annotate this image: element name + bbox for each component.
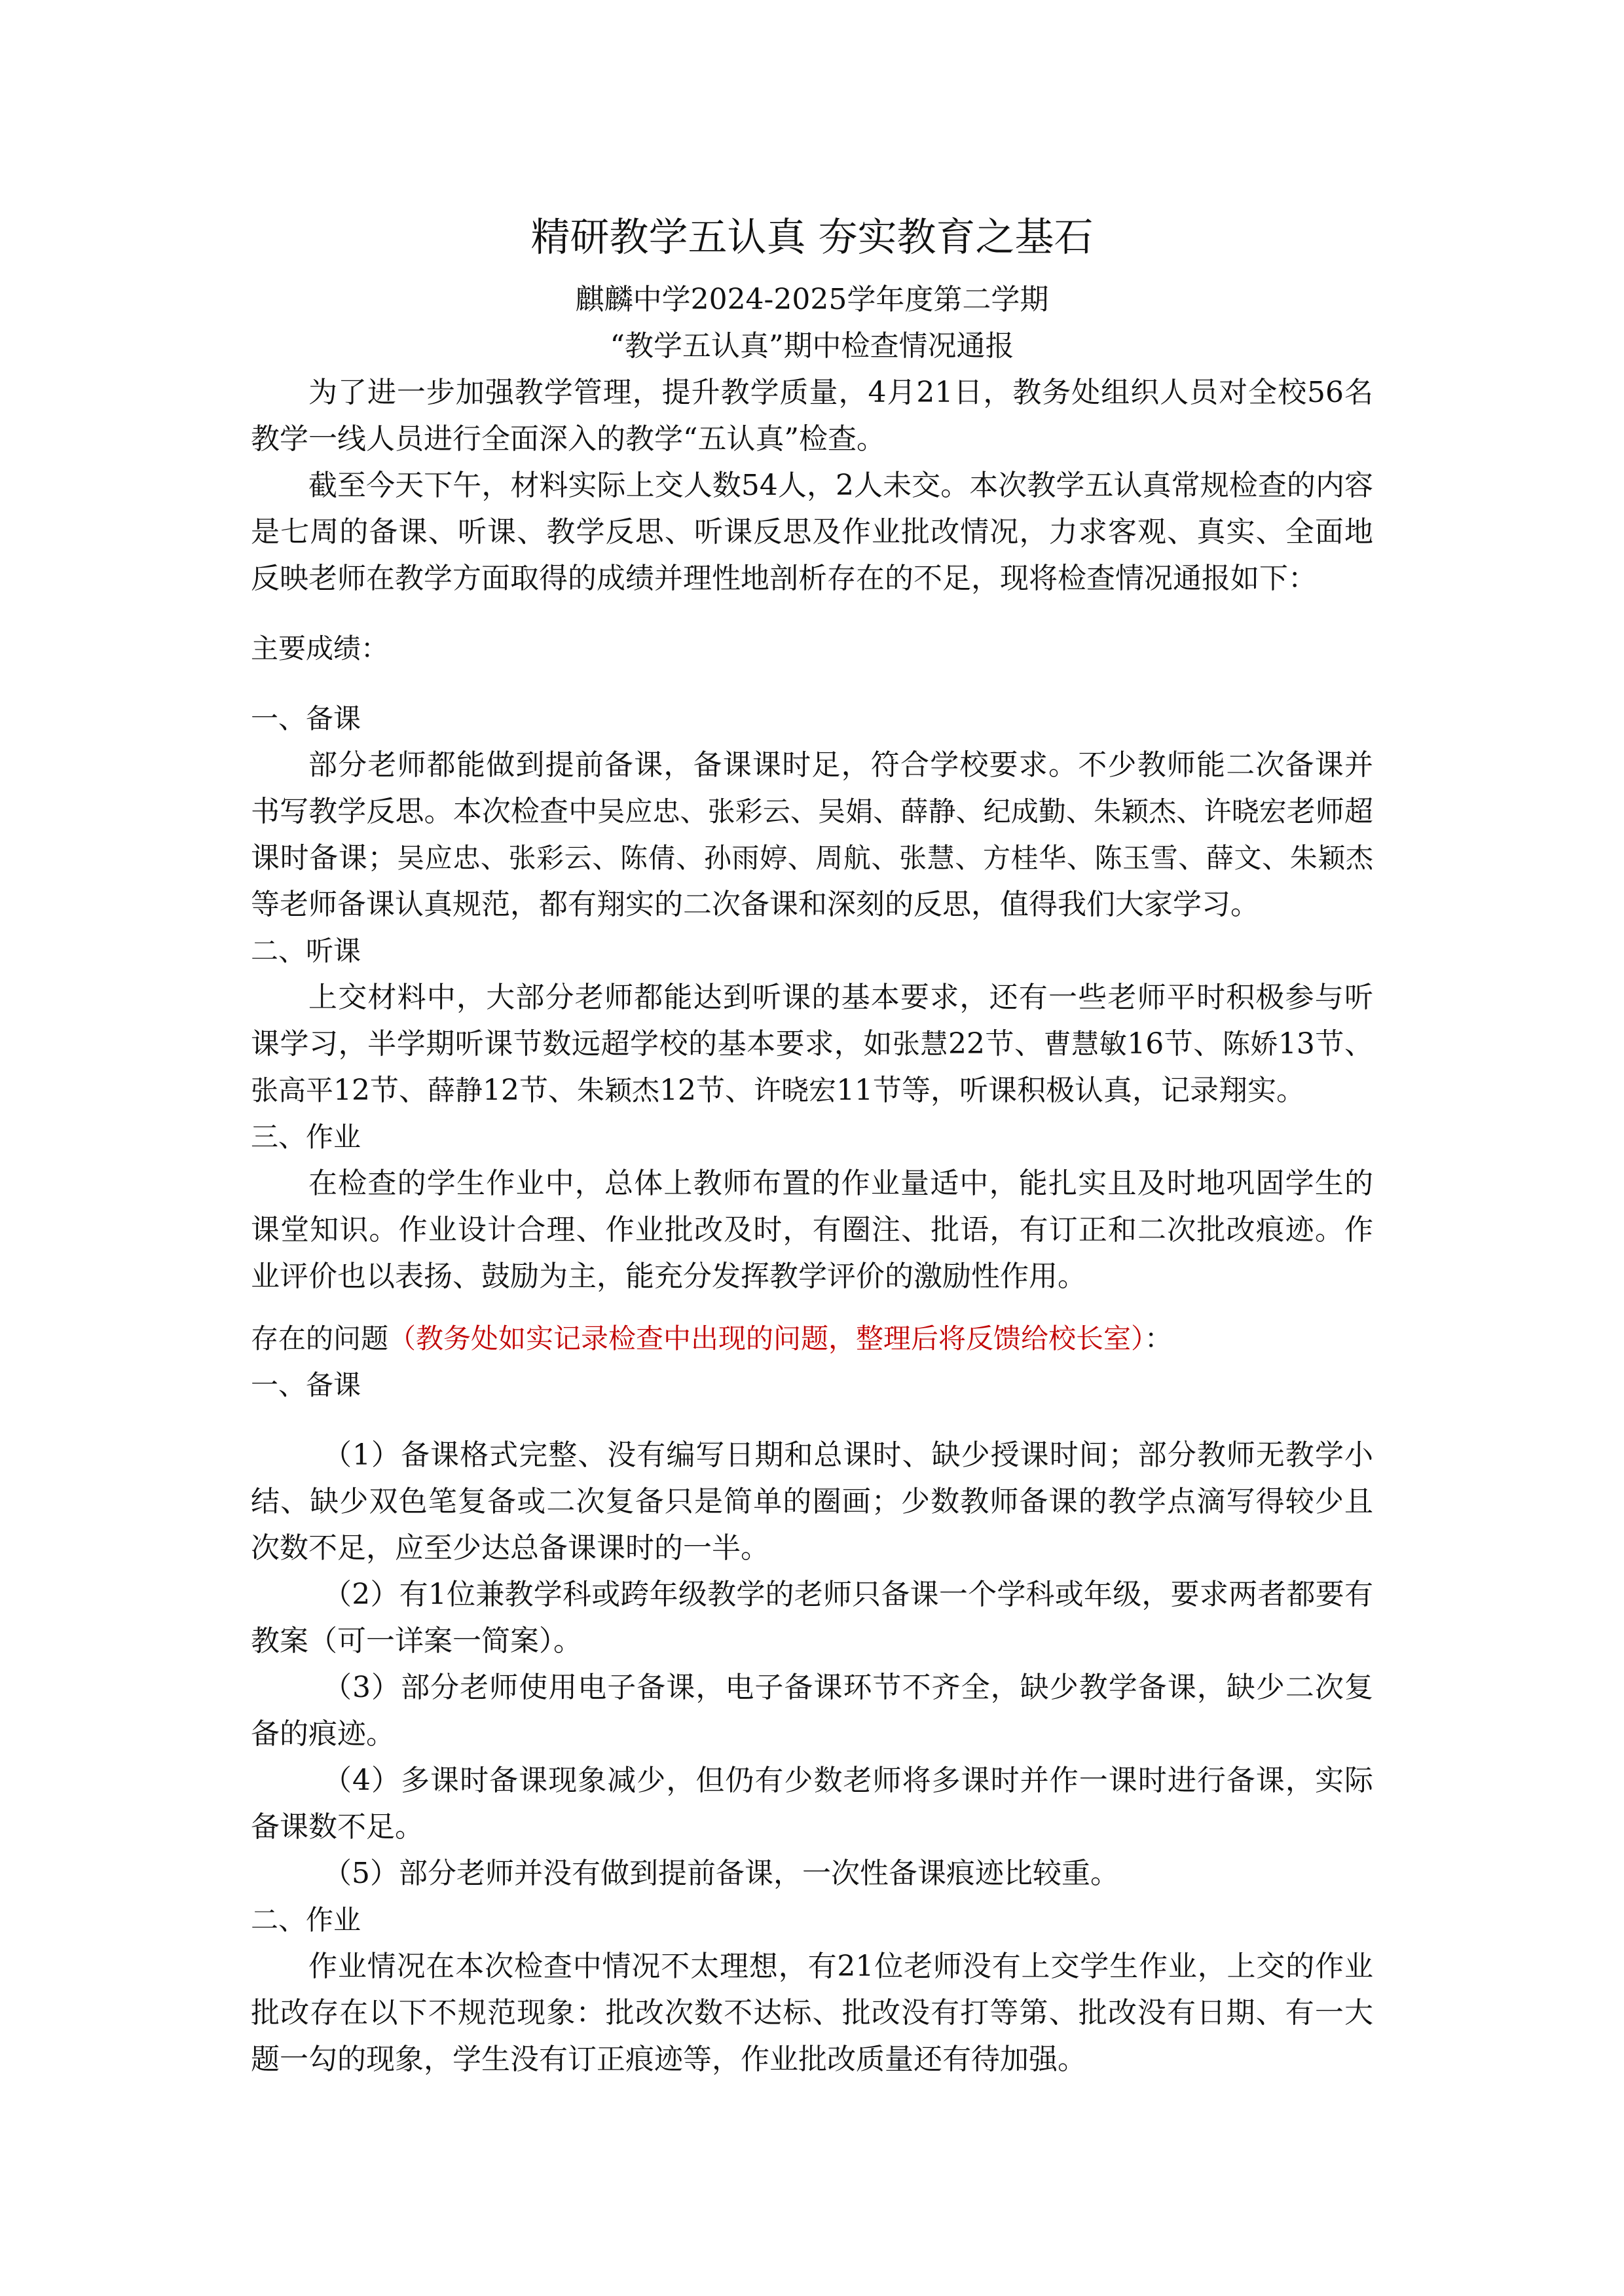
problems-heading-colon: ： (1145, 1322, 1173, 1355)
problems-heading-text: 存在的问题 (251, 1322, 389, 1355)
subheading-listen: 二、听课 (251, 935, 361, 967)
text-run: 12节、 (333, 1074, 428, 1107)
subheading-prep: 一、备课 (251, 702, 361, 735)
list-item: （5）部分老师并没有做到提前备课，一次性备课痕迹比较重。 (323, 1857, 1119, 1890)
subheading-homework: 三、作业 (251, 1121, 361, 1153)
teacher-name: 朱颖杰 (577, 1074, 660, 1106)
text-run: 11节等，听课积极认真，记录翔实。 (836, 1074, 1306, 1107)
subheading-homework-problems: 二、作业 (251, 1904, 361, 1936)
text-run: 22节、 (948, 1027, 1044, 1061)
intro-paragraph: 为了进一步加强教学管理，提升教学质量，4月21日，教务处组织人员对全校56名教学一线人员进行全面深入的教学“五认真”检查。 (251, 376, 1373, 456)
teacher-name: 薛静 (428, 1074, 483, 1106)
listen-achievement-paragraph (251, 974, 1373, 1114)
prep-achievement-paragraph (251, 742, 1373, 928)
text-run: 13节、 (1278, 1027, 1373, 1061)
list-item: （4）多课时备课现象减少，但仍有少数老师将多课时并作一课时进行备课，实际备课数不足。 (251, 1764, 1373, 1844)
text-run: 16节、 (1127, 1027, 1223, 1061)
teacher-names: 吴应忠、张彩云、陈倩、孙雨婷、周航、张慧、方桂华、陈玉雪、薛文、朱颖杰 (396, 842, 1373, 874)
teacher-name: 张高平 (251, 1074, 334, 1106)
text-run: 上交材料中，大部分老师都能达到听课的基本要求，还有一些老师平时积极参与听课学习，半学期听课节数远超学校的基本要求，如 (251, 981, 1373, 1061)
teacher-names: 吴应忠、张彩云、吴娟、薛静、纪成勤、朱颖杰、许晓宏 (597, 795, 1287, 828)
list-item: （2）有1位兼教学科或跨年级教学的老师只备课一个学科或年级，要求两者都要有教案（可一详案一简案）。 (251, 1578, 1373, 1658)
document-page (251, 208, 1373, 2083)
subtitle-report-name: “教学五认真”期中检查情况通报 (610, 329, 1014, 363)
section-heading-achievements: 主要成绩： (251, 632, 389, 665)
list-item: （1）备课格式完整、没有编写日期和总课时、缺少授课时间；部分教师无教学小结、缺少双色笔复备或二次复备只是简单的圈画；少数教师备课的教学点滴写得较少且次数不足，应至少达总备课课时的一半。 (251, 1438, 1373, 1565)
problems-note: （教务处如实记录检查中出现的问题，整理后将反馈给校长室） (388, 1322, 1145, 1355)
intro-paragraph: 截至今天下午，材料实际上交人数54人，2人未交。本次教学五认真常规检查的内容是七周的备课、听课、教学反思、听课反思及作业批改情况，力求客观、真实、全面地反映老师在教学方面取得的成绩并理性地剖析存在的不足，现将检查情况通报如下： (251, 469, 1373, 595)
teacher-name: 许晓宏 (754, 1074, 837, 1106)
subheading-prep-problems: 一、备课 (251, 1369, 361, 1401)
subtitle-school-term: 麒麟中学2024-2025学年度第二学期 (575, 283, 1049, 316)
text-run: 老师超课时备课； (251, 795, 1374, 875)
teacher-name: 曹慧敏 (1043, 1028, 1128, 1060)
teacher-name: 陈娇 (1222, 1028, 1278, 1060)
page-title: 精研教学五认真 夯实教育之基石 (530, 215, 1094, 261)
homework-achievement-paragraph: 在检查的学生作业中，总体上教师布置的作业量适中，能扎实且及时地巩固学生的课堂知识。作业设计合理、作业批改及时，有圈注、批语，有订正和二次批改痕迹。作业评价也以表扬、鼓励为主，能充分发挥教学评价的激励性作用。 (251, 1167, 1373, 1293)
homework-problems-paragraph: 作业情况在本次检查中情况不太理想，有21位老师没有上交学生作业，上交的作业批改存在以下不规范现象：批改次数不达标、批改没有打等第、批改没有日期、有一大题一勾的现象，学生没有订正痕迹等，作业批改质量还有待加强。 (251, 1950, 1373, 2076)
text-run: 12节、 (483, 1074, 578, 1107)
list-item: （3）部分老师使用电子备课，电子备课环节不齐全，缺少教学备课，缺少二次复备的痕迹。 (251, 1671, 1373, 1751)
text-run: 等老师备课认真规范，都有翔实的二次备课和深刻的反思，值得我们大家学习。 (251, 888, 1259, 921)
text-run: 部分老师都能做到提前备课，备课课时足，符合学校要求。不少教师能二次备课并书写教学反思。本次检查中 (251, 748, 1373, 828)
section-heading-problems (251, 1315, 1373, 1362)
teacher-name: 张慧 (892, 1028, 948, 1060)
text-run: 12节、 (659, 1074, 754, 1107)
